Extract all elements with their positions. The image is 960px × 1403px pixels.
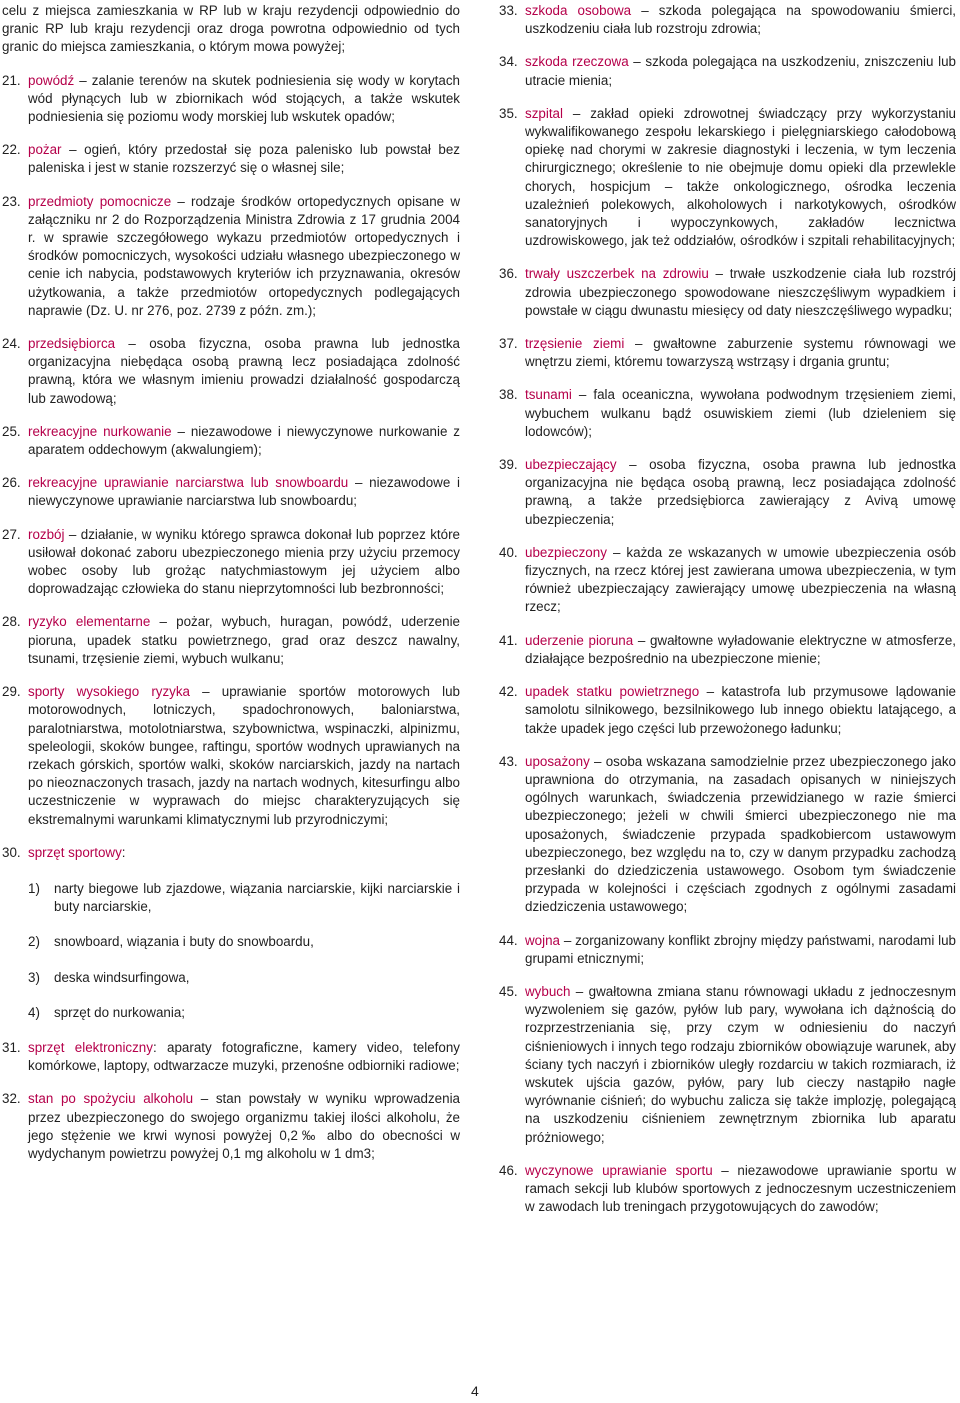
right-column [499, 2, 956, 1231]
sub-list-item [28, 933, 460, 951]
definition-item [2, 683, 460, 829]
definition-body [525, 3, 956, 36]
definitions-list-right [499, 2, 956, 1216]
definition-text: – niezawodowe i niewyczynowe uprawianie narciarstwa lub snowboardu; [28, 475, 460, 509]
definition-term: sporty wysokiego ryzyka [28, 684, 191, 700]
definition-item [2, 141, 460, 177]
definition-body [525, 684, 956, 735]
definition-item [499, 335, 956, 371]
definition-body [525, 54, 956, 87]
sub-list-text: sprzęt do nurkowania; [54, 1004, 186, 1020]
sub-list-text: snowboard, wiązania i buty do snowboardu, [54, 934, 314, 950]
definition-body [28, 1040, 460, 1073]
definition-item [499, 386, 956, 441]
definition-number: 37. [499, 336, 518, 352]
definition-term: ryzyko elementarne [28, 614, 151, 630]
definition-term: wyczynowe uprawianie sportu [525, 1162, 713, 1178]
definition-text: – działanie, w wyniku którego sprawca dokonał lub poprzez które usiłował dokonać zaboru ubezpieczonego mienia przy użyciu przemocy wobec osoby lub grożąc natychmiastowym jej użyciem albo doprowadzając człowieka do stanu nieprzytomności lub bezbronności; [28, 526, 460, 597]
definitions-list-left [2, 72, 460, 1164]
definition-text: – osoba fizyczna, osoba prawna lub jednostka organizacyjna nie będąca osobą prawną, lecz posiadająca zdolność prawną, a także przedsiębiorca zawierający z Avivą umowę ubezpieczenia; [525, 457, 956, 527]
definition-text: : [121, 844, 126, 860]
sub-list-item [28, 969, 460, 987]
definition-body [525, 933, 956, 966]
definition-item [2, 844, 460, 1022]
definition-item [499, 53, 956, 89]
definition-term: szkoda rzeczowa [525, 54, 629, 70]
definition-text: – fala oceaniczna, wywołana podwodnym trzęsieniem ziemi, wybuchem wulkanu bądź osuwiskiem ziemi (lub dzieleniem się lodowców); [525, 387, 956, 439]
definition-number: 26. [2, 475, 21, 491]
definition-text: – gwałtowna zmiana stanu równowagi układu z jednoczesnym wyzwoleniem się gazów, pyłów lub pary, wywołana ich dążnością do rozprzestrzeniania się, przy czym w odniesieniu do naczyń ciśnieniowych i innych tego rodzaju zbiorników obowiązuje warunek, aby ściany tych naczyń i zbiorników uległy rozdarciu w takich rozmiarach, iż wskutek ujścia gazów, pyłów, pary lub cieczy nastąpiło nagłe wyrównanie ciśnień; do wybuchu zalicza się także implozję, polegającą na uszkodzeniu ciśnieniem zewnętrznym zbiornika lub aparatu próżniowego; [525, 983, 956, 1145]
definition-term: szpital [525, 105, 563, 121]
definition-number: 30. [2, 844, 21, 860]
definition-text: – ogień, który przedostał się poza palenisko lub powstał bez paleniska i jest w stanie rozszerzyć się o własnej sile; [28, 142, 460, 176]
definition-item [2, 526, 460, 599]
definition-text: – pożar, wybuch, huragan, powódź, uderzenie pioruna, upadek statku powietrznego, grad oraz deszcz nawalny, tsunami, trzęsienie ziemi, wybuch wulkanu; [28, 614, 460, 666]
definition-term: wybuch [525, 983, 571, 999]
definition-number: 45. [499, 983, 518, 999]
definition-item [2, 474, 460, 510]
definition-item [499, 1162, 956, 1217]
definition-term: rekreacyjne uprawianie narciarstwa lub snowboardu [28, 475, 349, 491]
definition-text: – rodzaje środków ortopedycznych opisane w załączniku nr 2 do Rozporządzenia Ministra Zdrowia z 17 grudnia 2004 r. w sprawie szczegółowego wykazu przedmiotów ortopedycznych i środków pomocniczych, wysokości udziału własnego ubezpieczonego w cenie ich nabycia, podstawowych kryteriów ich przyznawania, okresów użytkowania, a także przedmiotów ortopedycznych podlegających naprawie (Dz. U. nr 276, poz. 2739 z późn. zm.); [28, 193, 460, 318]
sub-list-item [28, 1004, 460, 1022]
definition-body [525, 387, 956, 438]
definition-number: 39. [499, 457, 518, 473]
definition-term: pożar [28, 142, 62, 158]
sub-list-number: 4) [28, 1004, 40, 1020]
definition-body [28, 845, 126, 860]
definition-text: – katastrofa lub przymusowe lądowanie samolotu silnikowego, bezsilnikowego lub innego obiektu latającego, a także upadek jego części lub przewożonego ładunku; [525, 684, 956, 736]
definition-term: uderzenie pioruna [525, 632, 634, 648]
left-column [2, 2, 460, 1178]
definition-body [525, 457, 956, 527]
definition-text: – niezawodowe i niewyczynowe nurkowanie z aparatem oddechowym (akwalungiem); [28, 423, 460, 458]
definition-number: 24. [2, 336, 21, 352]
definition-item [2, 193, 460, 320]
definition-term: trwały uszczerbek na zdrowiu [525, 266, 709, 282]
definition-body [525, 754, 956, 915]
definition-number: 35. [499, 105, 518, 121]
definition-body [525, 633, 956, 666]
definition-body [525, 106, 956, 248]
definition-item [499, 2, 956, 38]
definition-text: – osoba wskazana samodzielnie przez ubezpieczonego jako uprawniona do otrzymania, na zasadach opisanych w niniejszych ogólnych warunkach, świadczenia przewidzianego w razie śmierci ubezpieczonego; jeżeli w chwili śmierci ubezpieczonego nie ma uposażonych, świadczenie przypada spadkobiercom ustawowym ubezpieczonego, bez względu na to, czy w danym przypadku zachodzą przesłanki do dziedziczenia ustawowego. Osobom tym świadczenie przypada w kolejności i częściach zgodnych z ogólnymi zasadami dziedziczenia ustawowego; [525, 753, 956, 915]
definition-number: 43. [499, 753, 518, 769]
definition-text: – zalanie terenów na skutek podniesienia się wody w korytach wód płynących lub w zbiornikach wód stojących, a także wskutek podniesienia się poziomu wody morskiej lub wskutek opadów; [28, 72, 460, 125]
definition-term: tsunami [525, 387, 572, 403]
definition-term: wojna [525, 932, 560, 948]
definition-term: sprzęt elektroniczny [28, 1039, 153, 1055]
definition-body [28, 1091, 460, 1161]
sub-list-text: deska windsurfingowa, [54, 969, 190, 985]
definition-text: – niezawodowe uprawianie sportu w ramach sekcji lub klubów sportowych z jednoczesnym uczestniczeniem w zawodach lub treningach przygotowujących do zawodów; [525, 1162, 957, 1215]
sub-list-number: 1) [28, 880, 40, 896]
definition-term: ubezpieczający [525, 457, 617, 473]
definition-text: – gwałtowne wyładowanie elektryczne w atmosferze, działające bezpośrednio na ubezpieczone mienie; [525, 632, 956, 666]
definition-term: uposażony [525, 753, 590, 769]
sub-list-number: 2) [28, 934, 40, 950]
definition-number: 28. [2, 614, 21, 630]
definition-body [28, 336, 460, 406]
definition-body [28, 684, 460, 826]
definition-number: 23. [2, 193, 21, 209]
definition-term: sprzęt sportowy [28, 844, 122, 860]
definition-item [499, 932, 956, 968]
definition-item [2, 613, 460, 668]
sub-list [28, 880, 460, 1022]
definition-item [499, 265, 956, 320]
definition-body [525, 336, 956, 369]
definition-text: – zakład opieki zdrowotnej świadczący przy wykorzystaniu wykwalifikowanego zespołu lekarskiego i pielęgniarskiego całodobową opiekę nad chorymi w zakresie diagnostyki i leczenia, w tym leczenia chirurgicznego; określenie to nie obejmuje domu opieki dla przewlekle chorych, hospicjum – także onkologicznego, ośrodka leczenia uzależnień polekowych, alkoholowych i narkotykowych, ośrodków sanatoryjnych i wypoczynkowych, zakładów lecznictwa uzdrowiskowego, jak też oddziałów, ośrodków i szpitali rehabilitacyjnych; [525, 105, 956, 249]
definition-number: 40. [499, 544, 518, 560]
definition-item [2, 335, 460, 408]
sub-list-text: narty biegowe lub zjazdowe, wiązania narciarskie, kijki narciarskie i buty narciarskie, [54, 880, 460, 915]
definition-body [28, 475, 460, 508]
definition-term: stan po spożyciu alkoholu [28, 1091, 194, 1107]
definition-body [28, 73, 460, 124]
definition-body [28, 614, 460, 665]
definition-body [525, 266, 956, 317]
sub-list-item [28, 880, 460, 916]
definition-number: 32. [2, 1091, 21, 1107]
definition-text: – zorganizowany konflikt zbrojny między państwami, narodami lub grupami etnicznymi; [525, 932, 956, 966]
definition-item [2, 1039, 460, 1075]
definition-item [2, 423, 460, 459]
definition-term: upadek statku powietrznego [525, 684, 700, 700]
definition-body [525, 984, 956, 1145]
definition-number: 29. [2, 684, 21, 700]
definition-term: szkoda osobowa [525, 3, 632, 18]
definition-term: ubezpieczony [525, 544, 607, 560]
definition-item [499, 544, 956, 617]
definition-item [499, 753, 956, 917]
definition-number: 41. [499, 632, 518, 648]
definition-text: – gwałtowne zaburzenie systemu równowagi we wnętrzu ziemi, któremu towarzyszą wstrząsy i drgania gruntu; [525, 336, 956, 370]
definition-term: przedmioty pomocnicze [28, 193, 172, 209]
definition-item [2, 72, 460, 127]
definition-number: 33. [499, 3, 518, 18]
definition-body [525, 1163, 956, 1214]
definition-number: 22. [2, 142, 21, 158]
definition-text: – osoba fizyczna, osoba prawna lub jednostka organizacyjna niebędąca osobą prawną lecz posiadająca zdolność prawną, która we własnym imieniu prowadzi działalność gospodarczą lub zawodową; [28, 336, 460, 406]
definition-text: – trwałe uszkodzenie ciała lub rozstrój zdrowia ubezpieczonego spowodowane nieszczęśliwym wypadkiem i powstałe w ciągu dwunastu miesięcy od daty nieszczęśliwego wypadku; [525, 266, 956, 318]
definition-body [28, 527, 460, 597]
definition-text: – każda ze wskazanych w umowie ubezpieczenia osób fizycznych, na rzecz której jest zawierana umowa ubezpieczenia, w tym również ubezpieczający zawierający umowę ubezpieczenia na własną rzecz; [525, 544, 956, 615]
definition-text: – uprawianie sportów motorowych lub motorowodnych, lotniczych, spadochronowych, baloniarstwa, paralotniarstwa, motolotniarstwa, szybownictwa, wspinaczki, alpinizmu, speleologii, skoków bungee, raftingu, sportów wodnych uprawianych na rzekach górskich, sportów walki, skoków narciarskich, jazdy na nartach po nieoznaczonych trasach, jazdy na nartach wodnych, kitesurfingu albo uczestniczenie w wyprawach do miejsc charakteryzujących się ekstremalnymi warunkami klimatycznymi lub przyrodniczymi; [28, 684, 460, 827]
definition-number: 31. [2, 1039, 21, 1055]
page-number: 4 [471, 1383, 479, 1399]
definition-term: przedsiębiorca [28, 336, 116, 352]
sub-list-number: 3) [28, 969, 40, 985]
definition-number: 21. [2, 72, 21, 88]
definition-item [499, 105, 956, 251]
definition-body [525, 545, 956, 615]
definition-text: : aparaty fotograficzne, kamery video, telefony komórkowe, laptopy, odtwarzacze muzyki, przenośne odbiorniki radiowe; [28, 1039, 460, 1074]
definition-term: trzęsienie ziemi [525, 336, 625, 352]
definition-number: 42. [499, 684, 518, 700]
definition-term: rekreacyjne nurkowanie [28, 423, 172, 439]
definition-number: 34. [499, 54, 518, 70]
definition-term: rozbój [28, 526, 65, 542]
definition-body [28, 194, 460, 318]
continued-paragraph: celu z miejsca zamieszkania w RP lub w kraju rezydencji odpowiednio do granic RP lub kraju rezydencji oraz droga powrotna odpowiednio od tych granic do miejsca zamieszkania, o którym mowa powyżej; [2, 3, 460, 55]
definition-item [499, 683, 956, 738]
definition-body [28, 424, 460, 457]
definition-text: – stan powstały w wyniku wprowadzenia przez ubezpieczonego do swojego organizmu takiej ilości alkoholu, że jego stężenie we krwi wynosi powyżej 0,2‰ albo do obecności w wydychanym powietrzu powyżej 0,1 mg alkoholu w 1 dm3; [28, 1091, 460, 1161]
definition-number: 38. [499, 387, 518, 403]
definition-number: 46. [499, 1162, 518, 1178]
definition-number: 27. [2, 526, 21, 542]
definition-body [28, 142, 460, 175]
definition-term: powódź [28, 72, 75, 88]
definition-number: 44. [499, 932, 518, 948]
definition-text: – szkoda polegająca na uszkodzeniu, zniszczeniu lub utracie mienia; [525, 54, 956, 88]
definition-number: 25. [2, 423, 21, 439]
definition-item [2, 1090, 460, 1163]
definition-number: 36. [499, 266, 518, 282]
definition-item [499, 456, 956, 529]
definition-item [499, 983, 956, 1147]
definition-text: – szkoda polegająca na spowodowaniu śmierci, uszkodzeniu ciała lub rozstroju zdrowia; [525, 3, 957, 37]
definition-item [499, 632, 956, 668]
